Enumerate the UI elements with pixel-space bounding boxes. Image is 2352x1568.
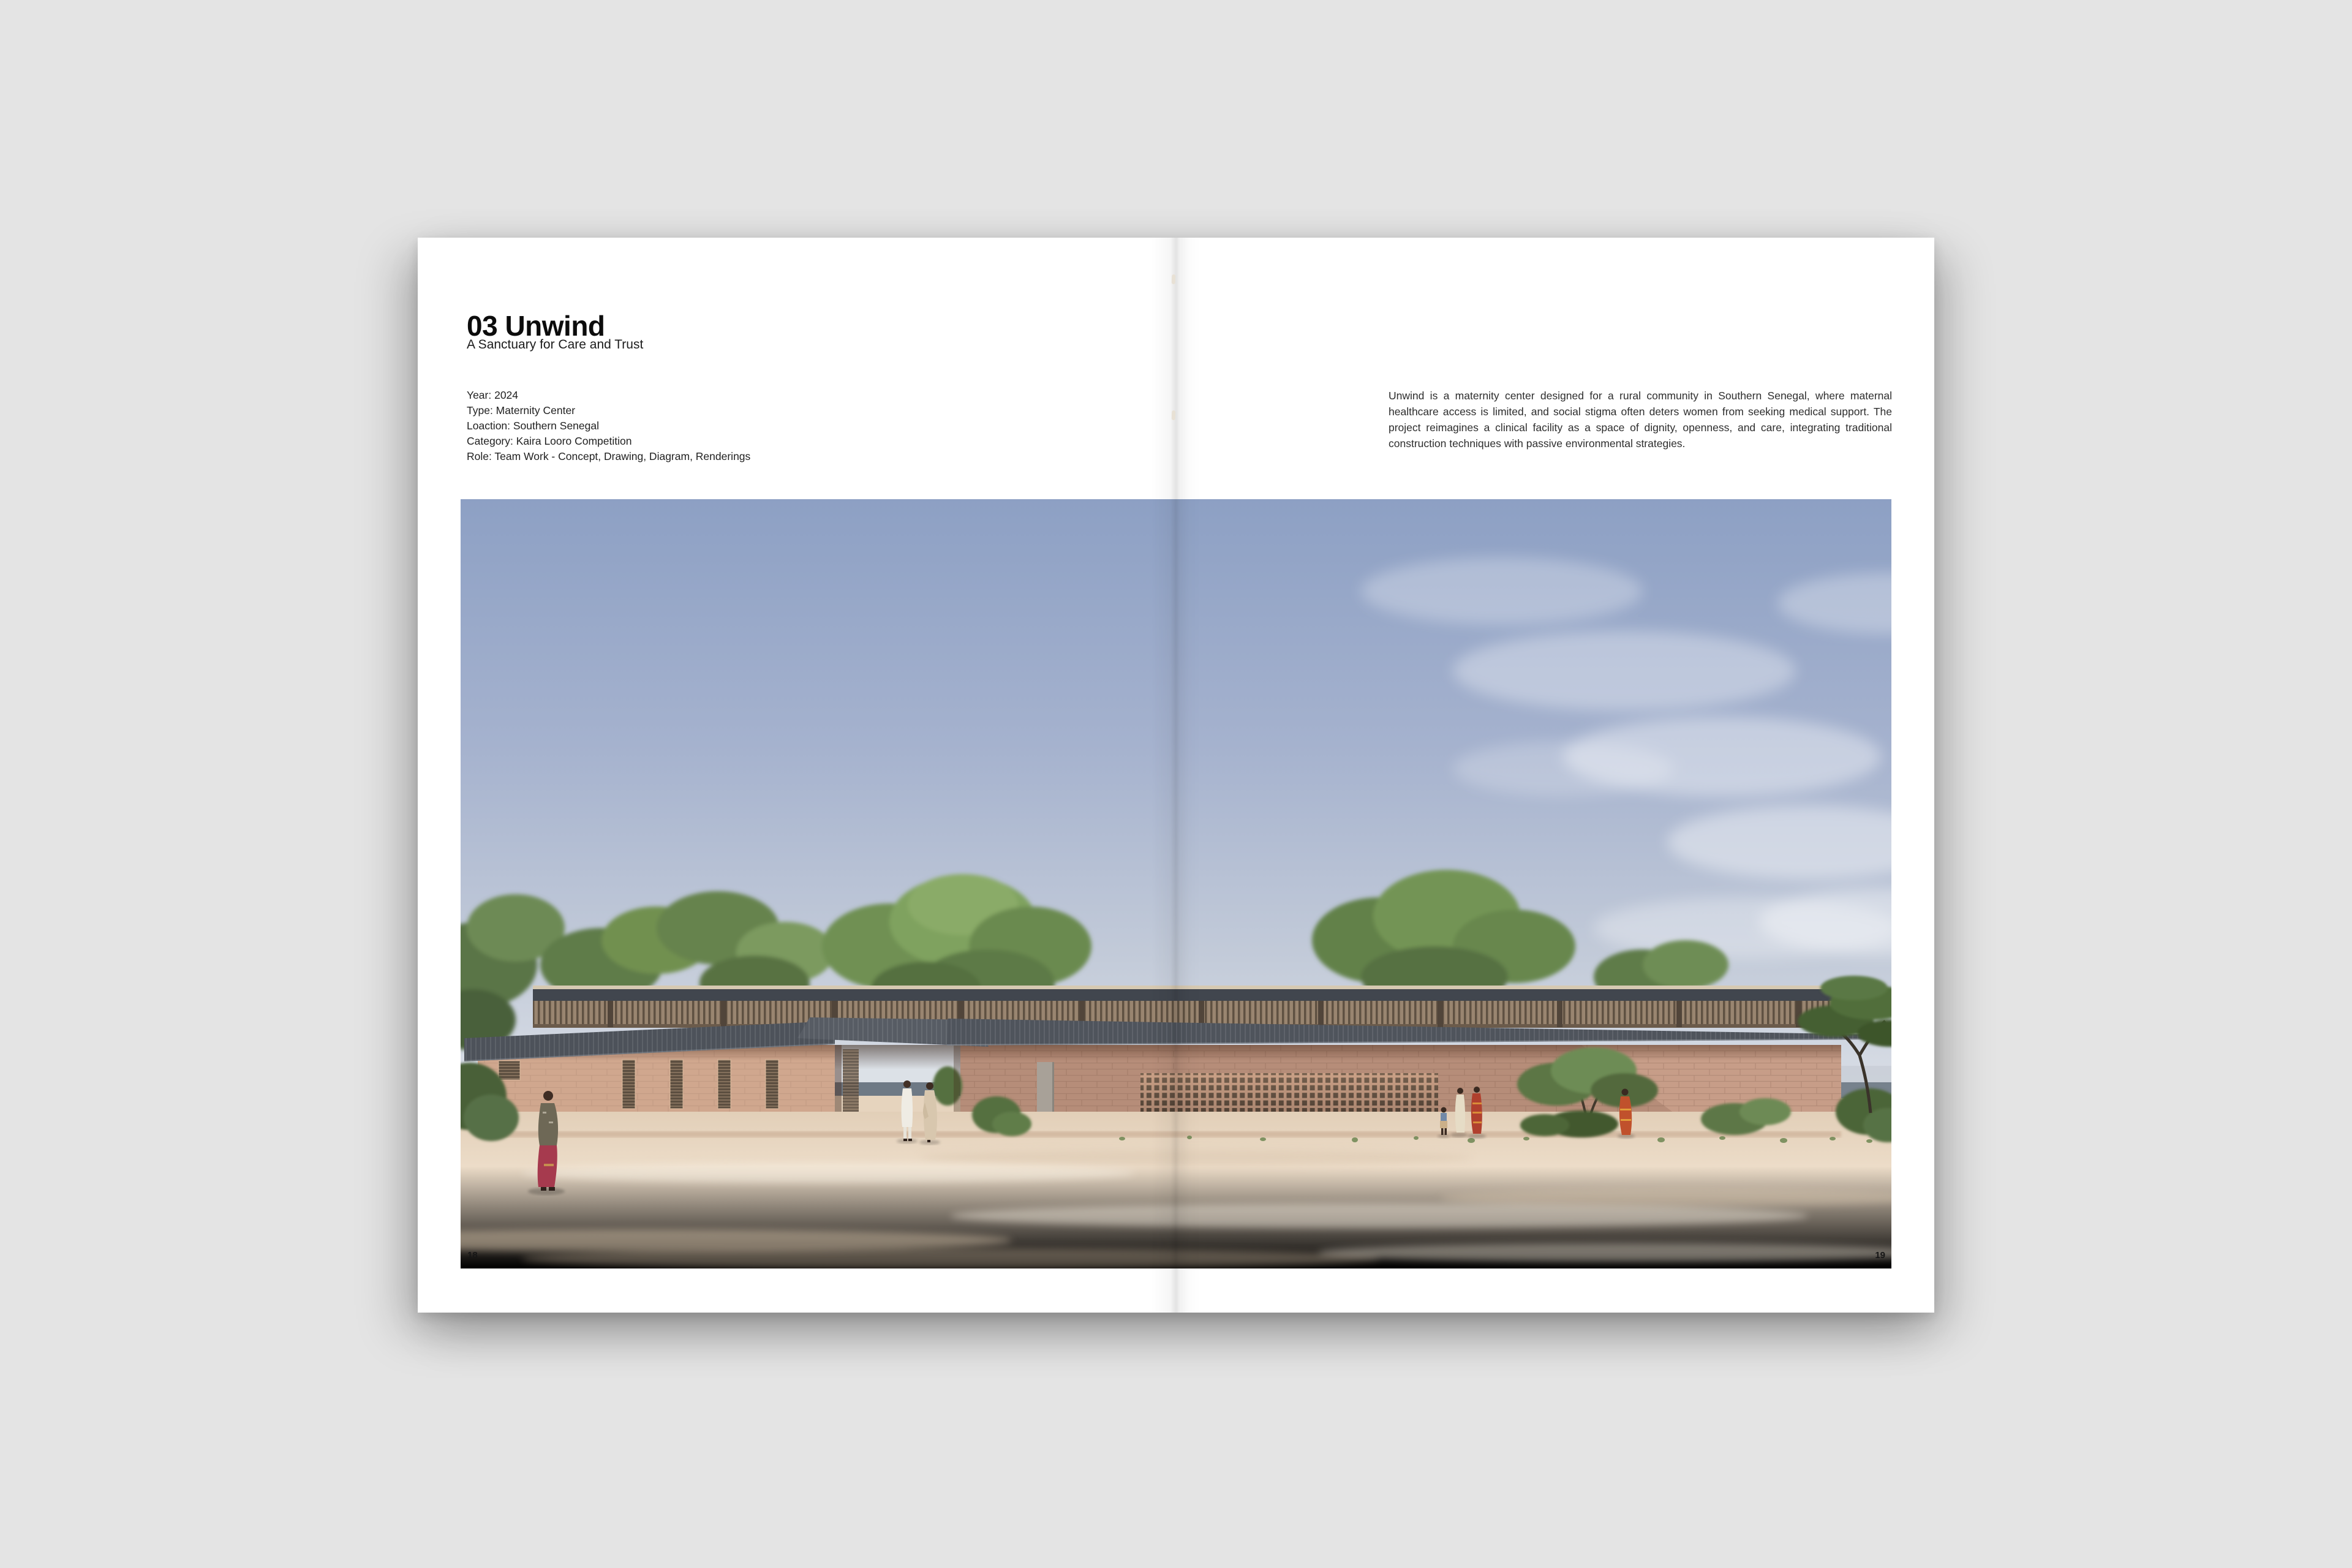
page-number-left: 18	[467, 1250, 478, 1261]
meta-category: Category: Kaira Looro Competition	[467, 435, 632, 447]
fold-tick-top	[1172, 274, 1176, 284]
fold-tick-bottom	[1172, 410, 1176, 420]
rendering-illustration	[461, 499, 1891, 1268]
meta-location: Loaction: Southern Senegal	[467, 420, 599, 432]
architectural-rendering	[461, 499, 1891, 1268]
page-number-right: 19	[1875, 1250, 1885, 1261]
project-meta	[467, 388, 932, 464]
clerestory	[533, 986, 1864, 1028]
meta-type: Type: Maternity Center	[467, 404, 576, 417]
project-description: Unwind is a maternity center designed for a rural community in Southern Senegal, where maternal healthcare access is limited, and social stigma often deters women from seeking medical support. The project reimagines a clinical facility as a space of dignity, openness, and care, integrating traditional construction techniques with passive environmental strategies.	[1389, 390, 1892, 450]
project-title: 03 Unwind	[467, 309, 605, 342]
magazine-spread	[418, 238, 1934, 1313]
meta-year: Year: 2024	[467, 389, 519, 401]
project-subtitle: A Sanctuary for Care and Trust	[467, 337, 644, 352]
meta-role: Role: Team Work - Concept, Drawing, Diagram, Renderings	[467, 450, 751, 462]
